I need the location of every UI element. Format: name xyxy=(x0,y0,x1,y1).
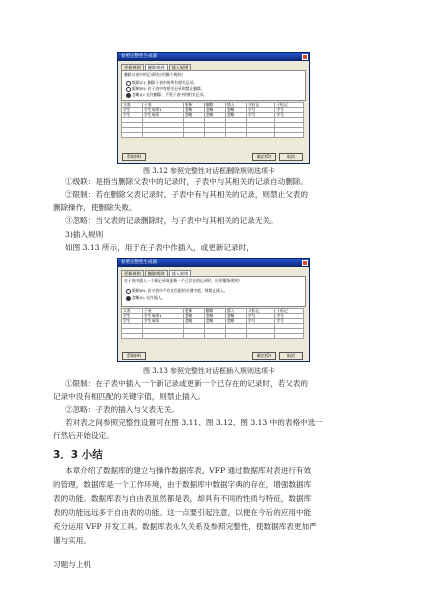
tab-update-rules[interactable]: 更新规则 xyxy=(121,64,144,70)
option-restrict[interactable]: 限制(R): 若子表中有相关记录则禁止删除。 xyxy=(126,86,205,92)
dialog-title: 参照完整性生成器 xyxy=(121,260,157,265)
dialog-titlebar xyxy=(118,53,309,61)
column-header: 删除 xyxy=(204,103,225,108)
table-row[interactable]: 学生 学生成绩 忽略 忽略 忽略 学号 学号 xyxy=(122,319,304,324)
column-header: 子表 xyxy=(143,103,184,108)
column-header: 父标记 xyxy=(246,309,275,314)
dialog-title: 参照完整性生成器 xyxy=(121,54,157,59)
column-header: 子标记 xyxy=(275,103,304,108)
table-row[interactable]: 学生 学生成绩1 忽略 忽略 忽略 学号 学号 xyxy=(122,314,304,319)
column-header: 更新 xyxy=(183,309,204,314)
radio-icon xyxy=(126,289,131,294)
paragraph-line: ②限制：若在删除父表记录时，子表中有与其相关的记录，则禁止父表的 xyxy=(65,190,308,199)
close-icon[interactable] xyxy=(302,54,308,60)
option-ignore[interactable]: 忽略(I): 允许删除，不管子表中的相关记录。 xyxy=(126,92,207,98)
ok-button[interactable]: 确定(O) xyxy=(252,352,276,360)
radio-selected-icon xyxy=(126,296,131,301)
radio-icon xyxy=(126,87,131,92)
section-title: 3．3 小结 xyxy=(53,449,103,461)
tab-insert-rules[interactable]: 插入规则 xyxy=(169,270,192,276)
option-restrict[interactable]: 限制(R): 若父表中不存在匹配的关键字值，则禁止插入。 xyxy=(126,288,227,294)
rules-panel xyxy=(121,70,306,101)
relations-table xyxy=(121,102,304,138)
referential-integrity-dialog-delete xyxy=(117,52,310,164)
paragraph-line: 记录中没有相匹配的关键字值，则禁止插入。 xyxy=(53,392,205,401)
help-button[interactable]: 帮助(H) xyxy=(122,153,146,161)
summary-line: 表的功能远远多于自由表的功能。这一点要引起注意，以便在今后的应用中能 xyxy=(53,508,312,517)
column-header: 插入 xyxy=(225,103,246,108)
column-header: 子标记 xyxy=(275,309,304,314)
paragraph-line: ①限制：在子表中插入一个新记录或更新一个已存在的记录时，若父表的 xyxy=(65,379,308,388)
figure-caption: 图 3.12 参照完整性对话框删除规则选项卡 xyxy=(143,167,276,175)
ok-button[interactable]: 确定(O) xyxy=(252,153,276,161)
exercise-heading: 习题与上机 xyxy=(53,560,91,569)
radio-icon xyxy=(126,81,131,86)
paragraph-line: 若对表之间参照完整性设置可在图 3.11、图 3.12、图 3.13 中的表格中选一 xyxy=(65,418,323,427)
radio-selected-icon xyxy=(126,93,131,98)
close-icon[interactable] xyxy=(302,260,308,266)
paragraph-line: 行然后开始设定。 xyxy=(53,431,114,440)
table-row[interactable]: 学生 学生成绩 忽略 忽略 忽略 学号 学号 xyxy=(122,113,304,118)
table-row[interactable] xyxy=(122,334,304,339)
summary-line: 的管理，数据库是一个工作环境，由于数据库中数据字典的存在，增强数据库 xyxy=(53,480,312,489)
cancel-button[interactable]: 取消 xyxy=(279,352,303,360)
column-header: 子表 xyxy=(143,309,184,314)
summary-line: 本章介绍了数据库的建立与操作数据库表。VFP 通过数据库对表进行有效 xyxy=(65,466,312,475)
summary-line: 谨与实用。 xyxy=(53,536,91,545)
tab-delete-rules[interactable]: 删除规则 xyxy=(145,64,168,70)
paragraph-line: 3)插入规则 xyxy=(65,230,104,239)
column-header: 删除 xyxy=(204,309,225,314)
paragraph-line: 删除操作，使删除失败。 xyxy=(53,203,137,212)
paragraph-line: ③忽略：当父表的记录删除时，与子表中与其相关的记录无关。 xyxy=(65,216,278,225)
tab-delete-rules[interactable]: 删除规则 xyxy=(145,270,168,276)
relations-table xyxy=(121,308,304,339)
table-row[interactable]: 学生 学生成绩1 忽略 忽略 忽略 学号 学号 xyxy=(122,108,304,113)
summary-line: 表的功能。数据库表与自由表虽然都是表，却具有不同的性质与特征，数据库 xyxy=(53,494,312,503)
column-header: 父标记 xyxy=(246,103,275,108)
rule-question: 删除父表中的记录时应用哪个规则? xyxy=(124,72,183,77)
column-header: 父表 xyxy=(122,309,143,314)
option-cascade[interactable]: 级联(C): 删除子表中的所有相关记录。 xyxy=(126,80,197,86)
referential-integrity-dialog-insert xyxy=(117,258,310,362)
column-header: 父表 xyxy=(122,103,143,108)
table-row[interactable] xyxy=(122,133,304,138)
paragraph-line: ②忽略：子表的插入与父表无关。 xyxy=(65,405,179,414)
rules-panel xyxy=(121,276,306,307)
dialog-titlebar xyxy=(118,259,309,267)
paragraph-line: 如图 3.13 所示，用于在子表中作插入，或更新记录时， xyxy=(65,243,254,252)
help-button[interactable]: 帮助(H) xyxy=(122,352,146,360)
column-header: 插入 xyxy=(225,309,246,314)
tab-update-rules[interactable]: 更新规则 xyxy=(121,270,144,276)
column-header: 更新 xyxy=(183,103,204,108)
rule-question: 在子表中插入一个新记录或更新一个已存在的记录时，应用哪条规则? xyxy=(124,278,240,283)
summary-line: 充分运用 VFP 开发工具。数据库表永久关系及参照完整性，使数据库表更加严 xyxy=(53,522,317,531)
tab-insert-rules[interactable]: 插入规则 xyxy=(169,64,192,70)
figure-caption: 图 3.13 参照完整性对话框插入规则选项卡 xyxy=(143,367,276,375)
paragraph-line: ①级联：是指当删除父表中的记录时，子表中与其相关的记录自动删除。 xyxy=(65,177,308,186)
option-ignore[interactable]: 忽略(I): 允许插入。 xyxy=(126,295,165,301)
cancel-button[interactable]: 取消 xyxy=(279,153,303,161)
